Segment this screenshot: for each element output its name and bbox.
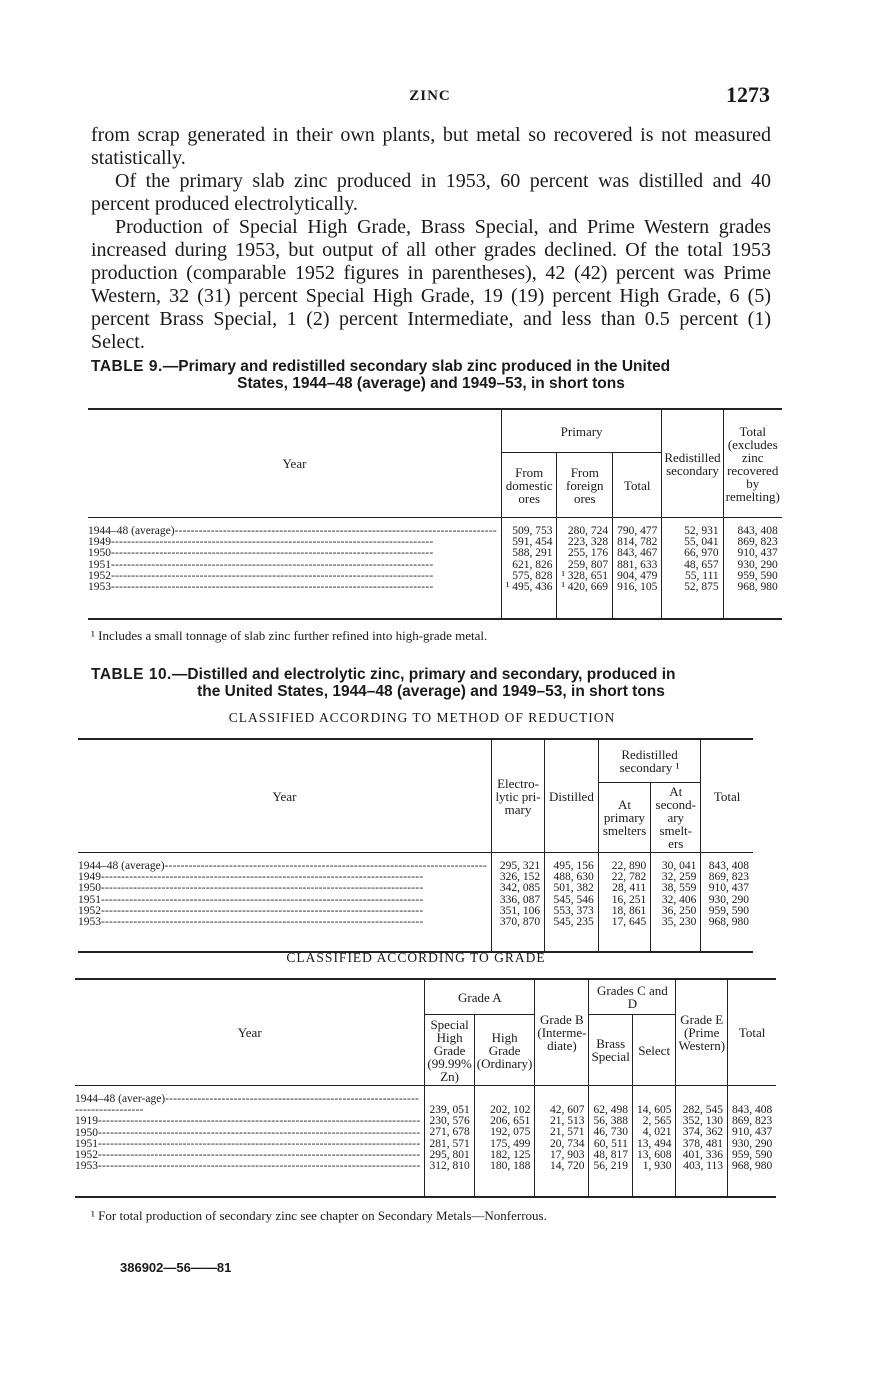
row-label: 1953 ----- [88,582,497,593]
year-column [78,853,491,953]
cell: ¹ 495, 436 [505,581,553,594]
cell: 342, 085 [499,882,541,895]
cell: 55, 111 [685,569,719,582]
table9-caption-line1: —Primary and redistilled secondary slab zinc produced in the United [162,358,671,375]
paragraph: Of the primary slab zinc produced in 1953, 60 percent was distilled and 40 percent produced electrolytically. [91,170,771,215]
cell: 32, 259 [661,871,697,884]
col-header-redistilled: Redistilled secondary [662,409,723,518]
from-foreign-column [557,518,613,620]
col-header-total: Total [728,979,777,1086]
cell: 501, 382 [553,882,594,895]
table9-caption-line2: States, 1944–48 (average) and 1949–53, in short tons [237,375,625,392]
col-header-redistilled: Redistilled secondary ¹ [598,739,701,783]
cell: 56, 388 [593,1115,628,1128]
paragraph: from scrap generated in their own plants, but metal so recovered is not measured statistically. [91,124,771,169]
row-label: 1953 ----- [78,917,487,928]
cell: 553, 373 [553,904,594,917]
col-header-primary: Primary [501,409,661,453]
cell: 62, 498 [593,1104,628,1116]
printer-line: 386902—56——81 [120,1260,232,1275]
cell: 52, 931 [684,525,719,537]
row-label: 1953 ----- [75,1161,420,1172]
cell: 66, 970 [684,547,719,560]
col-header-high-grade: High Grade (Ordinary) [474,1015,535,1086]
col-header-at-primary: At primary smelters [598,783,650,853]
cell: 38, 559 [661,882,697,895]
grade-e-column [676,1086,728,1198]
cell: 282, 545 [682,1104,724,1116]
cell: 910, 437 [708,882,749,895]
cell: 588, 291 [512,547,553,560]
col-header-grades-cd: Grades C and D [589,979,676,1015]
col-header-from-foreign: From foreign ores [557,453,613,518]
select-column [632,1086,676,1198]
col-header-total: Total [613,453,662,518]
cell: 930, 290 [737,558,778,571]
cell: ¹ 328, 651 [561,569,609,582]
col-header-year: Year [78,739,491,853]
cell: 32, 406 [661,893,697,906]
cell: 20, 734 [549,1137,585,1150]
col-header-grade-b: Grade B (Interme-diate) [535,979,589,1086]
col-header-special-high: Special High Grade (99.99% Zn) [425,1015,474,1086]
cell: 869, 823 [708,871,749,884]
cell: 42, 607 [549,1104,585,1116]
distilled-column [545,853,599,953]
row-label: 1950 ----- [78,883,487,894]
row-label: 1950 ----- [88,548,497,559]
col-header-select: Select [632,1015,676,1086]
grade-b-column [535,1086,589,1198]
cell: 869, 823 [737,536,778,549]
cell: 223, 328 [567,536,609,549]
cell: 60, 511 [593,1137,628,1150]
cell: 326, 152 [499,871,541,884]
at-secondary-column [651,853,701,953]
cell: 814, 782 [617,536,658,549]
cell: 545, 546 [553,893,594,906]
cell: 30, 041 [661,860,697,872]
cell: 48, 657 [684,558,719,571]
row-label: 1950 ----- [75,1128,420,1139]
cell: 192, 075 [490,1126,531,1139]
col-header-at-secondary: At second-ary smelt-ers [651,783,701,853]
cell: 401, 336 [682,1148,724,1161]
cell: 21, 571 [549,1126,585,1139]
col-header-total-excludes: Total (excludes zinc recovered by remelting) [723,409,782,518]
cell: 46, 730 [593,1126,628,1139]
cell: 22, 782 [611,871,647,884]
cell: 591, 454 [512,536,553,549]
total-column [613,518,662,620]
cell: 843, 408 [737,525,778,537]
table10-grade [75,978,776,1198]
cell: 16, 251 [611,893,647,906]
table10-caption-line2: the United States, 1944–48 (average) and 1949–53, in short tons [197,683,665,700]
special-high-column [425,1086,474,1198]
cell: 295, 321 [499,860,541,872]
cell: 881, 633 [617,558,658,571]
cell: 295, 801 [429,1148,470,1161]
cell: 35, 230 [661,916,697,929]
col-header-total: Total [701,739,753,853]
cell: 959, 590 [732,1148,773,1161]
section-heading-reduction: CLASSIFIED ACCORDING TO METHOD OF REDUCTION [228,710,616,725]
brass-column [589,1086,633,1198]
cell: 509, 753 [512,525,553,537]
cell: 1, 930 [642,1160,672,1173]
cell: 843, 408 [732,1104,773,1116]
cell: 55, 041 [684,536,719,549]
cell: 206, 651 [490,1115,531,1128]
cell: 869, 823 [732,1115,773,1128]
cell: 281, 571 [429,1137,470,1150]
cell: 17, 903 [549,1148,585,1161]
cell: 904, 479 [617,569,658,582]
cell: 312, 810 [429,1160,470,1173]
row-label: 1944–48 (aver-age) ----- [75,1094,420,1116]
cell: 2, 565 [642,1115,672,1128]
row-label: 1952 ----- [78,906,487,917]
cell: 182, 125 [490,1148,531,1161]
cell: 575, 828 [512,569,553,582]
cell: 910, 437 [732,1126,773,1139]
cell: 202, 102 [490,1104,531,1116]
cell: 239, 051 [429,1104,470,1116]
table9-caption [91,358,771,392]
cell: 790, 477 [617,525,658,537]
cell: 545, 235 [553,916,594,929]
at-primary-column [598,853,650,953]
cell: 28, 411 [612,882,647,895]
redistilled-column [662,518,723,620]
cell: 180, 188 [490,1160,531,1173]
cell: 378, 481 [682,1137,724,1150]
cell: 230, 576 [429,1115,470,1128]
row-label: 1951 ----- [75,1139,420,1150]
cell: 370, 870 [499,916,541,929]
cell: 14, 605 [636,1104,672,1116]
cell: 488, 630 [553,871,594,884]
cell: 18, 861 [611,904,647,917]
cell: 843, 467 [617,547,658,560]
table10-footnote: ¹ For total production of secondary zinc see chapter on Secondary Metals—Nonferrous. [91,1208,547,1223]
table9-caption-number: TABLE 9. [91,358,163,375]
col-header-electrolytic: Electro-lytic pri-mary [491,739,544,853]
cell: 910, 437 [737,547,778,560]
cell: 351, 106 [499,904,541,917]
high-grade-column [474,1086,535,1198]
cell: 259, 807 [567,558,609,571]
table9-footnote: ¹ Includes a small tonnage of slab zinc further refined into high-grade metal. [91,628,488,643]
year-column [88,518,501,620]
cell: 4, 021 [642,1126,672,1139]
table10-caption [91,666,771,700]
cell: 13, 608 [636,1148,672,1161]
row-label: 1944–48 (average) ----- [78,861,487,872]
cell: 843, 408 [708,860,749,872]
running-head [90,82,770,116]
cell: 22, 890 [611,860,647,872]
cell: 495, 156 [553,860,594,872]
cell: 14, 720 [549,1160,585,1173]
row-label: 1952 ----- [88,571,497,582]
row-label: 1952 ----- [75,1150,420,1161]
cell: 968, 980 [708,916,749,929]
body-text [91,124,771,354]
cell: 36, 250 [661,904,697,917]
total-column [728,1086,777,1198]
row-label: 1944–48 (average) ----- [88,526,497,537]
table9 [88,408,782,620]
table10-reduction [78,738,753,953]
cell: 352, 130 [682,1115,724,1128]
cell: 374, 362 [682,1126,724,1139]
cell: 56, 219 [593,1160,628,1173]
cell: 336, 087 [499,893,541,906]
page-number: 1273 [726,82,770,107]
cell: 21, 513 [549,1115,585,1128]
section-heading-grade: CLASSIFIED ACCORDING TO GRADE [286,950,546,965]
cell: 17, 645 [611,916,647,929]
row-label: 1949 ----- [88,537,497,548]
cell: 403, 113 [683,1160,724,1173]
row-label: 1919 ----- [75,1116,420,1127]
cell: 930, 290 [732,1137,773,1150]
table10-caption-line1: —Distilled and electrolytic zinc, primary and secondary, produced in [171,666,676,683]
col-header-brass: Brass Special [589,1015,633,1086]
cell: 48, 817 [593,1148,628,1161]
col-header-grade-e: Grade E (Prime Western) [676,979,728,1086]
cell: 930, 290 [708,893,749,906]
col-header-from-domestic: From domestic ores [501,453,557,518]
row-label: 1951 ----- [78,895,487,906]
from-domestic-column [501,518,557,620]
total-column [701,853,753,953]
table10-caption-number: TABLE 10. [91,666,172,683]
paragraph: Production of Special High Grade, Brass Special, and Prime Western grades increased during 1953, but output of all other grades declined. Of the total 1953 production (comparable 1952 figures in parentheses), 42 (42) percent was Prime Western, 32 (31) percent Special High Grade, 19 (19) percent High Grade, 6 (5) percent Brass Special, 1 (2) percent Intermediate, and less than 0.5 percent (1) Select. [91,216,771,353]
running-title: ZINC [409,88,451,104]
cell: ¹ 420, 669 [561,581,609,594]
cell: 13, 494 [636,1137,672,1150]
col-header-distilled: Distilled [545,739,599,853]
cell: 968, 980 [737,581,778,594]
cell: 968, 980 [732,1160,773,1173]
cell: 52, 875 [684,581,719,594]
cell: 916, 105 [617,581,658,594]
total-excludes-column [723,518,782,620]
col-header-year: Year [88,409,501,518]
cell: 621, 826 [512,558,553,571]
row-label: 1951 ----- [88,560,497,571]
cell: 175, 499 [490,1137,531,1150]
cell: 959, 590 [708,904,749,917]
cell: 959, 590 [737,569,778,582]
cell: 255, 176 [567,547,609,560]
col-header-grade-a: Grade A [425,979,535,1015]
year-column [75,1086,425,1198]
cell: 271, 678 [429,1126,470,1139]
cell: 280, 724 [567,525,609,537]
row-label: 1949 ----- [78,872,487,883]
electrolytic-column [491,853,544,953]
col-header-year: Year [75,979,425,1086]
